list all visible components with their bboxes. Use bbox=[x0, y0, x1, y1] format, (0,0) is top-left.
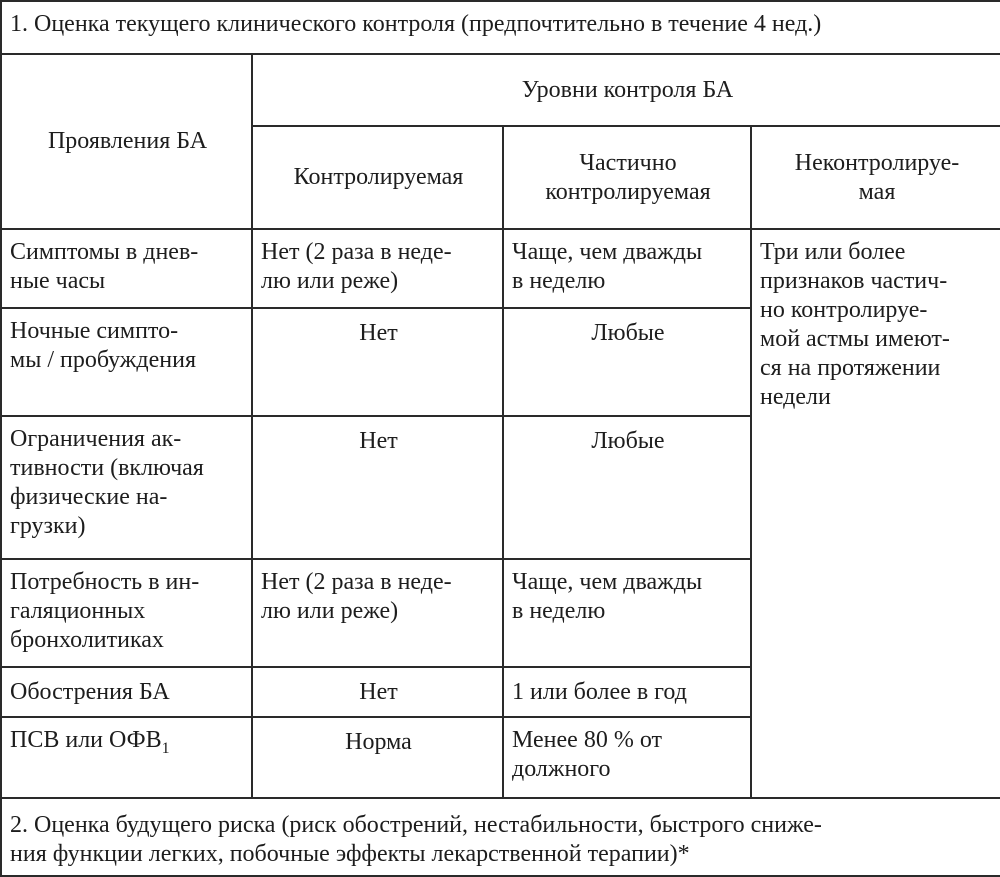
controlled-cell bbox=[252, 667, 503, 717]
text-line: Нет (2 раза в неде- bbox=[261, 569, 452, 595]
text-line: в неделю bbox=[512, 598, 606, 624]
uncontrolled-header-line1: Неконтролируе- bbox=[794, 149, 960, 176]
label-main: ПСВ или ОФВ bbox=[10, 727, 162, 753]
text-line: Любые bbox=[591, 428, 665, 454]
row-label bbox=[1, 229, 252, 308]
text-line: 1 или более в год bbox=[512, 678, 687, 705]
controlled-header: Контролируемая bbox=[252, 126, 503, 229]
row-label bbox=[1, 416, 252, 559]
text-line: грузки) bbox=[10, 513, 86, 539]
section2-line2: ния функции легких, побочные эффекты лекарственной терапии)* bbox=[10, 841, 690, 867]
label-subscript: 1 bbox=[161, 740, 170, 757]
row-label bbox=[1, 308, 252, 416]
text-line: Норма bbox=[345, 729, 412, 755]
partial-cell bbox=[503, 308, 751, 416]
text-line: галяционных bbox=[10, 598, 146, 624]
partial-header-line1: Частично bbox=[579, 149, 677, 176]
text-line: ся на протяжении bbox=[760, 355, 941, 381]
controlled-cell bbox=[252, 229, 503, 308]
section1-row bbox=[1, 1, 1000, 54]
text-line: Ночные симпто- bbox=[10, 318, 179, 344]
controlled-cell bbox=[252, 416, 503, 559]
text-line: Обострения БА bbox=[10, 678, 170, 705]
text-line: Симптомы в днев- bbox=[10, 239, 199, 265]
manifestations-header: Проявления БА bbox=[1, 54, 252, 229]
row-label bbox=[1, 717, 252, 798]
partial-header-line2: контролируемая bbox=[545, 178, 711, 205]
row-label bbox=[1, 559, 252, 667]
table-row bbox=[1, 229, 1000, 308]
text-line: лю или реже) bbox=[261, 598, 399, 624]
text-line: ные часы bbox=[10, 268, 106, 294]
text-line: недели bbox=[760, 384, 831, 410]
section1-title: 1. Оценка текущего клинического контроля (предпочтительно в течение 4 нед.) bbox=[1, 1, 1000, 54]
partial-cell bbox=[503, 667, 751, 717]
text-line: Чаще, чем дважды bbox=[512, 239, 703, 265]
section2-cell bbox=[1, 798, 1000, 876]
text-line: Нет (2 раза в неде- bbox=[261, 239, 452, 265]
partial-header bbox=[503, 126, 751, 229]
uncontrolled-header bbox=[751, 126, 1000, 229]
text-line: Ограничения ак- bbox=[10, 426, 182, 452]
text-line: Три или более bbox=[760, 239, 906, 265]
control-levels-header: Уровни контроля БА bbox=[252, 54, 1000, 126]
uncontrolled-cell bbox=[751, 229, 1000, 798]
partial-cell bbox=[503, 416, 751, 559]
section2-line1: 2. Оценка будущего риска (риск обострений, нестабильности, быстрого сниже- bbox=[10, 812, 822, 838]
controlled-cell bbox=[252, 559, 503, 667]
text-line: но контролируе- bbox=[760, 297, 928, 323]
text-line: Чаще, чем дважды bbox=[512, 569, 703, 595]
text-line: бронхолитиках bbox=[10, 627, 164, 653]
text-line: в неделю bbox=[512, 268, 606, 294]
text-line: признаков частич- bbox=[760, 268, 948, 294]
partial-cell bbox=[503, 229, 751, 308]
text-line: Менее 80 % от bbox=[512, 727, 662, 753]
text-line: Нет bbox=[359, 678, 398, 705]
partial-cell bbox=[503, 717, 751, 798]
text-line: Любые bbox=[591, 320, 665, 346]
header-row-1 bbox=[1, 54, 1000, 126]
row-label bbox=[1, 667, 252, 717]
text-line: мой астмы имеют- bbox=[760, 326, 950, 352]
text-line: тивности (включая bbox=[10, 455, 204, 481]
text-line: лю или реже) bbox=[261, 268, 399, 294]
partial-cell bbox=[503, 559, 751, 667]
text-line bbox=[10, 726, 245, 763]
text-line: мы / пробуждения bbox=[10, 347, 196, 373]
text-line: физические на- bbox=[10, 484, 168, 510]
section2-row bbox=[1, 798, 1000, 876]
text-line: Нет bbox=[359, 428, 398, 454]
controlled-cell bbox=[252, 308, 503, 416]
controlled-cell bbox=[252, 717, 503, 798]
text-line: Потребность в ин- bbox=[10, 569, 200, 595]
uncontrolled-header-line2: мая bbox=[858, 178, 896, 205]
text-line: должного bbox=[512, 756, 611, 782]
text-line: Нет bbox=[359, 320, 398, 346]
